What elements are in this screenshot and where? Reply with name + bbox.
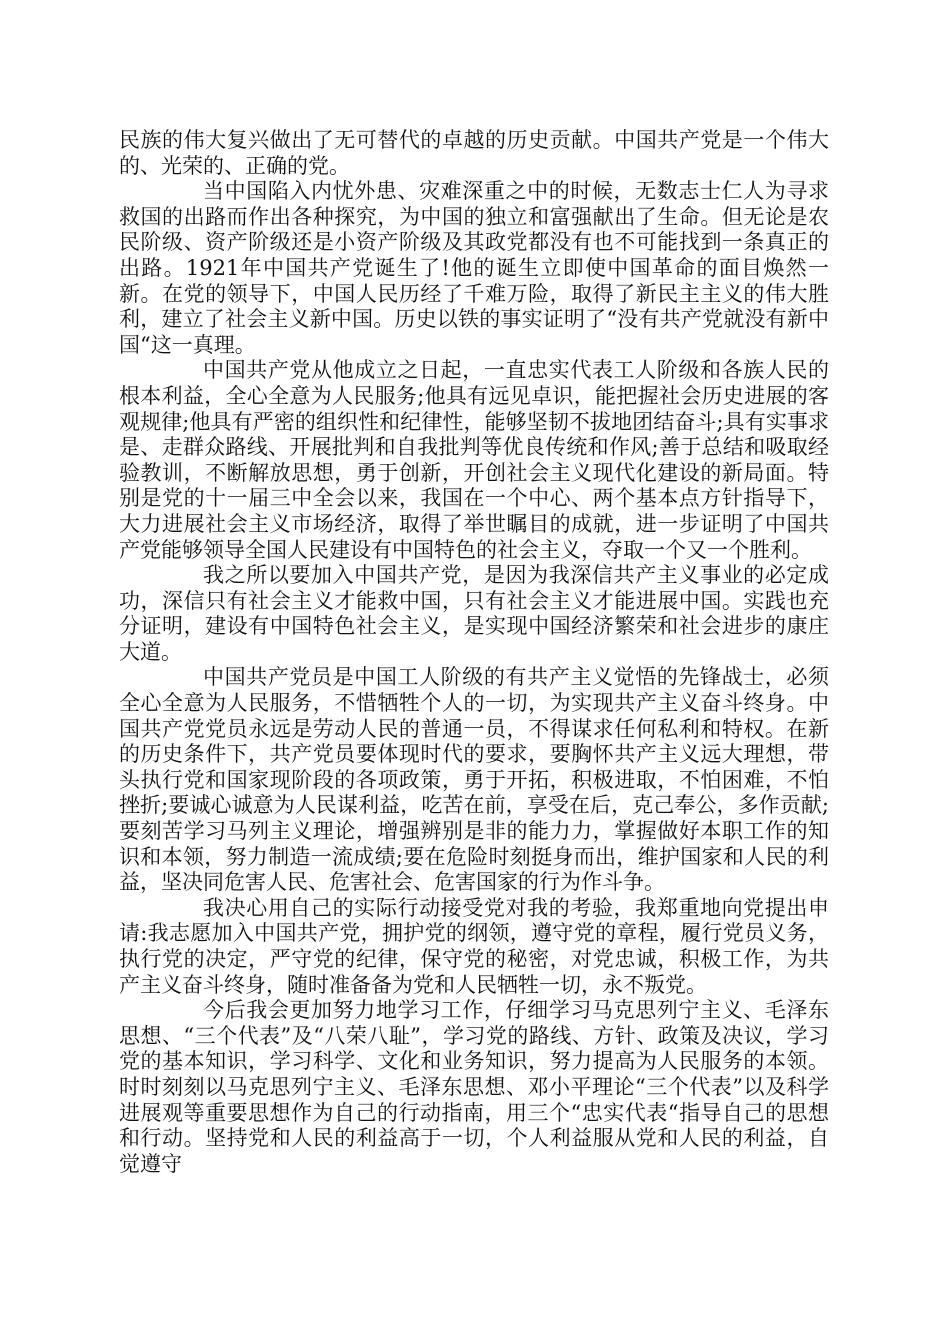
document-body [119, 128, 829, 1177]
paragraph: 中国共产党员是中国工人阶级的有共产主义觉悟的先锋战士，必须全心全意为人民服务，不惜牺牲个人的一切，为实现共产主义奋斗终身。中国共产党党员永远是劳动人民的普通一员，不得谋求任何私利和特权。在新的历史条件下，共产党员要体现时代的要求，要胸怀共产主义远大理想，带头执行党和国家现阶段的各项政策，勇于开拓，积极进取，不怕困难，不怕挫折;要诚心诚意为人民谋利益，吃苦在前，享受在后，克己奉公，多作贡献;要刻苦学习马列主义理论，增强辨别是非的能力力，掌握做好本职工作的知识和本领，努力制造一流成绩;要在危险时刻挺身而出，维护国家和人民的利益，坚决同危害人民、危害社会、危害国家的行为作斗争。 [119, 665, 829, 895]
paragraph: 今后我会更加努力地学习工作，仔细学习马克思列宁主义、毛泽东思想、“三个代表”及“八荣八耻”，学习党的路线、方针、政策及决议，学习党的基本知识，学习科学、文化和业务知识，努力提高为人民服务的本领。时时刻刻以马克思列宁主义、毛泽东思想、邓小平理论“三个代表”以及科学进展观等重要思想作为自己的行动指南，用三个“忠实代表“指导自己的思想和行动。坚持党和人民的利益高于一切，个人利益服从党和人民的利益，自觉遵守 [119, 998, 829, 1176]
paragraph-continued: 民族的伟大复兴做出了无可替代的卓越的历史贡献。中国共产党是一个伟大的、光荣的、正确的党。 [119, 128, 829, 178]
paragraph: 中国共产党从他成立之日起，一直忠实代表工人阶级和各族人民的根本利益，全心全意为人民服务;他具有远见卓识，能把握社会历史进展的客观规律;他具有严密的组织性和纪律性，能够坚韧不拔地团结奋斗;具有实事求是、走群众路线、开展批判和自我批判等优良传统和作风;善于总结和吸取经验教训，不断解放思想，勇于创新，开创社会主义现代化建设的新局面。特别是党的十一届三中全会以来，我国在一个中心、两个基本点方针指导下，大力进展社会主义市场经济，取得了举世瞩目的成就，进一步证明了中国共产党能够领导全国人民建设有中国特色的社会主义，夺取一个又一个胜利。 [119, 358, 829, 562]
paragraph: 我之所以要加入中国共产党，是因为我深信共产主义事业的必定成功，深信只有社会主义才能救中国，只有社会主义才能进展中国。实践也充分证明，建设有中国特色社会主义，是实现中国经济繁荣和社会进步的康庄大道。 [119, 563, 829, 664]
paragraph: 当中国陷入内忧外患、灾难深重之中的时候，无数志士仁人为寻求救国的出路而作出各种探究，为中国的独立和富强献出了生命。但无论是农民阶级、资产阶级还是小资产阶级及其政党都没有也不可能找到一条真正的出路。1921年中国共产党诞生了!他的诞生立即使中国革命的面目焕然一新。在党的领导下，中国人民历经了千难万险，取得了新民主主义的伟大胜利，建立了社会主义新中国。历史以铁的事实证明了“没有共产党就没有新中国“这一真理。 [119, 179, 829, 357]
paragraph: 我决心用自己的实际行动接受党对我的考验，我郑重地向党提出申请:我志愿加入中国共产党，拥护党的纲领，遵守党的章程，履行党员义务，执行党的决定，严守党的纪律，保守党的秘密，对党忠诚，积极工作，为共产主义奋斗终身，随时准备备为党和人民牺牲一切，永不叛党。 [119, 895, 829, 997]
